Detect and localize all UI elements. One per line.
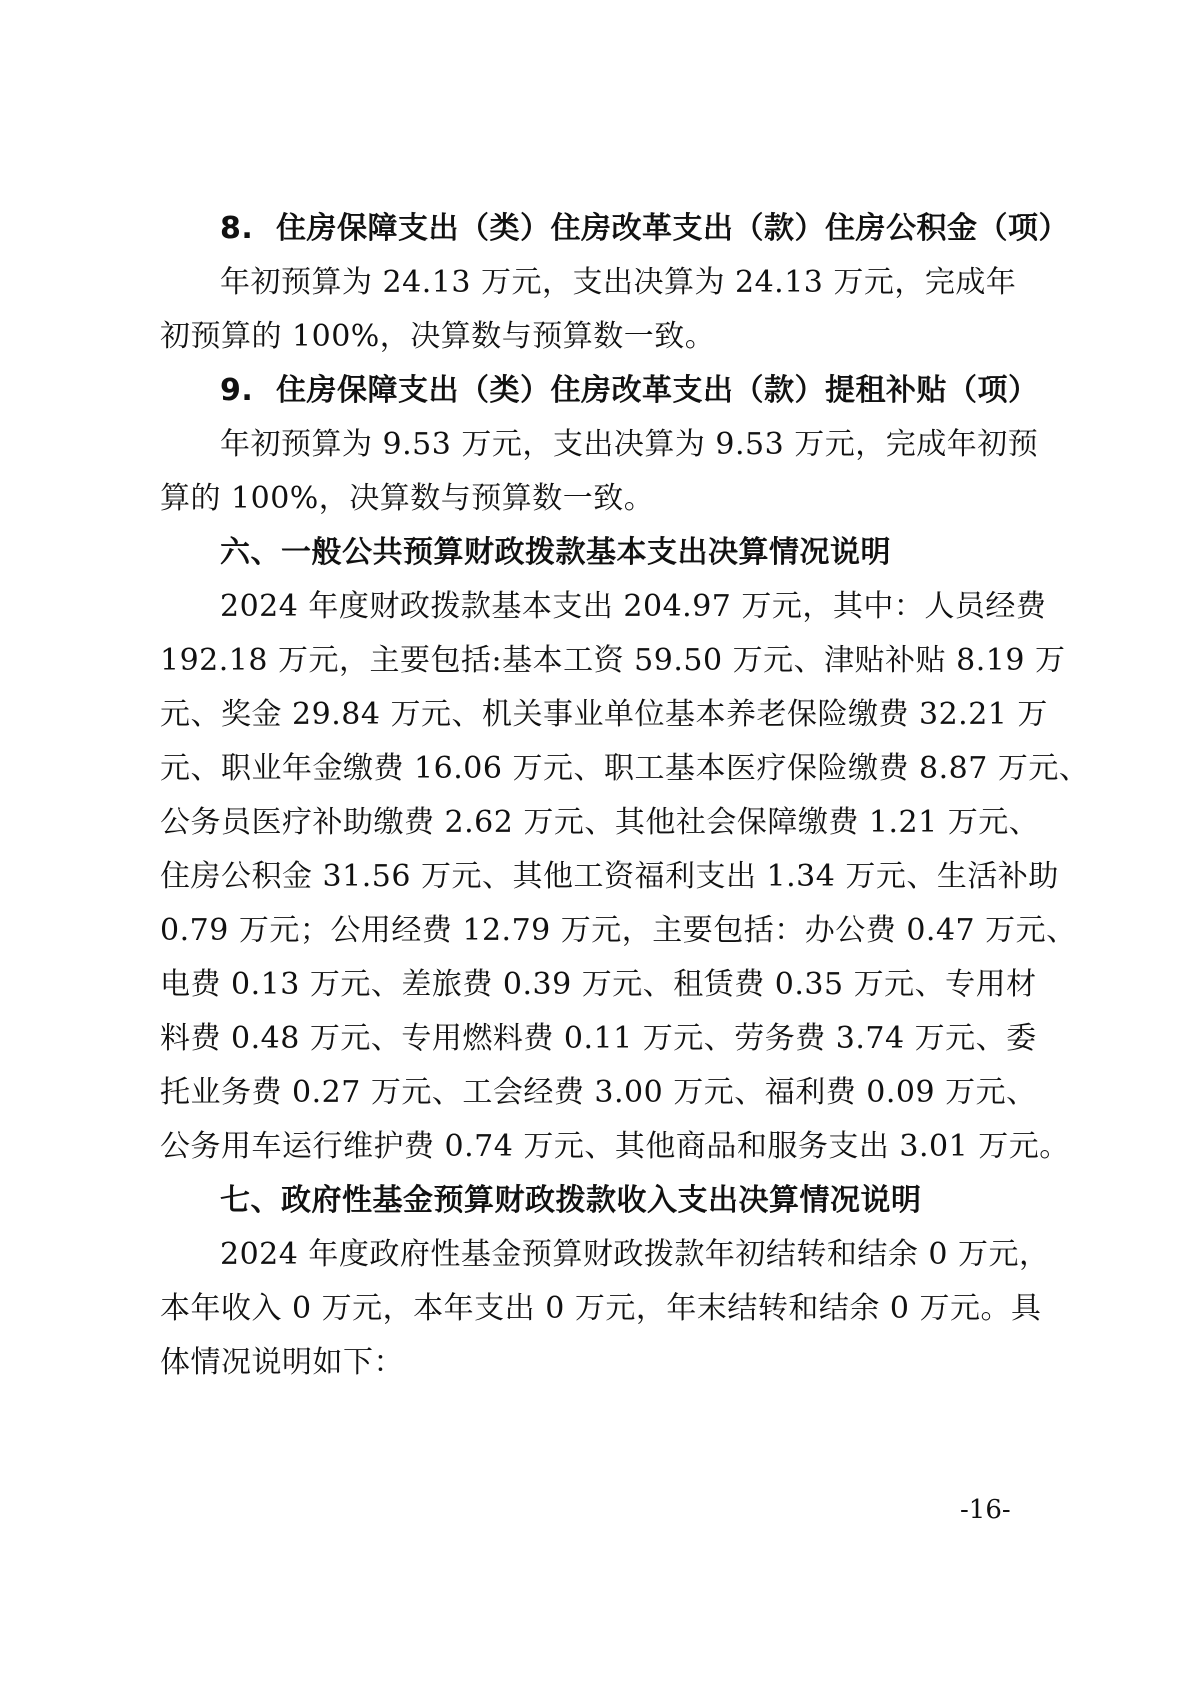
page-number: -16- — [960, 1495, 1011, 1525]
section-6-line-2: 192.18 万元，主要包括:基本工资 59.50 万元、津贴补贴 8.19 万 — [160, 643, 1066, 678]
item-8-heading — [220, 209, 1069, 249]
item-8-line-1: 年初预算为 24.13 万元，支出决算为 24.13 万元，完成年 — [220, 265, 1017, 300]
item-9-line-2: 算的 100%，决算数与预算数一致。 — [160, 481, 655, 516]
section-6-line-9: 料费 0.48 万元、专用燃料费 0.11 万元、劳务费 3.74 万元、委 — [160, 1021, 1037, 1056]
section-6-heading: 六、一般公共预算财政拨款基本支出决算情况说明 — [220, 535, 891, 570]
section-6-line-10: 托业务费 0.27 万元、工会经费 3.00 万元、福利费 0.09 万元、 — [160, 1075, 1037, 1110]
item-8-number: 8. — [220, 211, 254, 246]
item-8-heading-text: 住房保障支出（类）住房改革支出（款）住房公积金（项） — [276, 211, 1069, 246]
section-6-line-4: 元、职业年金缴费 16.06 万元、职工基本医疗保险缴费 8.87 万元、 — [160, 751, 1090, 786]
section-6-line-7: 0.79 万元；公用经费 12.79 万元，主要包括：办公费 0.47 万元、 — [160, 913, 1077, 948]
section-7-heading: 七、政府性基金预算财政拨款收入支出决算情况说明 — [220, 1183, 922, 1218]
section-6-line-11: 公务用车运行维护费 0.74 万元、其他商品和服务支出 3.01 万元。 — [160, 1129, 1070, 1164]
section-7-line-3: 体情况说明如下： — [160, 1345, 404, 1380]
item-9-heading-text: 住房保障支出（类）住房改革支出（款）提租补贴（项） — [276, 373, 1039, 408]
item-9-heading — [220, 371, 1040, 411]
section-6-line-6: 住房公积金 31.56 万元、其他工资福利支出 1.34 万元、生活补助 — [160, 859, 1059, 894]
item-9-number: 9. — [220, 373, 254, 408]
section-6-line-5: 公务员医疗补助缴费 2.62 万元、其他社会保障缴费 1.21 万元、 — [160, 805, 1040, 840]
section-6-line-3: 元、奖金 29.84 万元、机关事业单位基本养老保险缴费 32.21 万 — [160, 697, 1048, 732]
section-7-line-2: 本年收入 0 万元，本年支出 0 万元，年末结转和结余 0 万元。具 — [160, 1291, 1042, 1326]
item-8-line-2: 初预算的 100%，决算数与预算数一致。 — [160, 319, 716, 354]
section-6-line-1: 2024 年度财政拨款基本支出 204.97 万元，其中：人员经费 — [220, 589, 1047, 624]
section-7-line-1: 2024 年度政府性基金预算财政拨款年初结转和结余 0 万元， — [220, 1237, 1050, 1272]
section-6-line-8: 电费 0.13 万元、差旅费 0.39 万元、租赁费 0.35 万元、专用材 — [160, 967, 1037, 1002]
item-9-line-1: 年初预算为 9.53 万元，支出决算为 9.53 万元，完成年初预 — [220, 427, 1039, 462]
